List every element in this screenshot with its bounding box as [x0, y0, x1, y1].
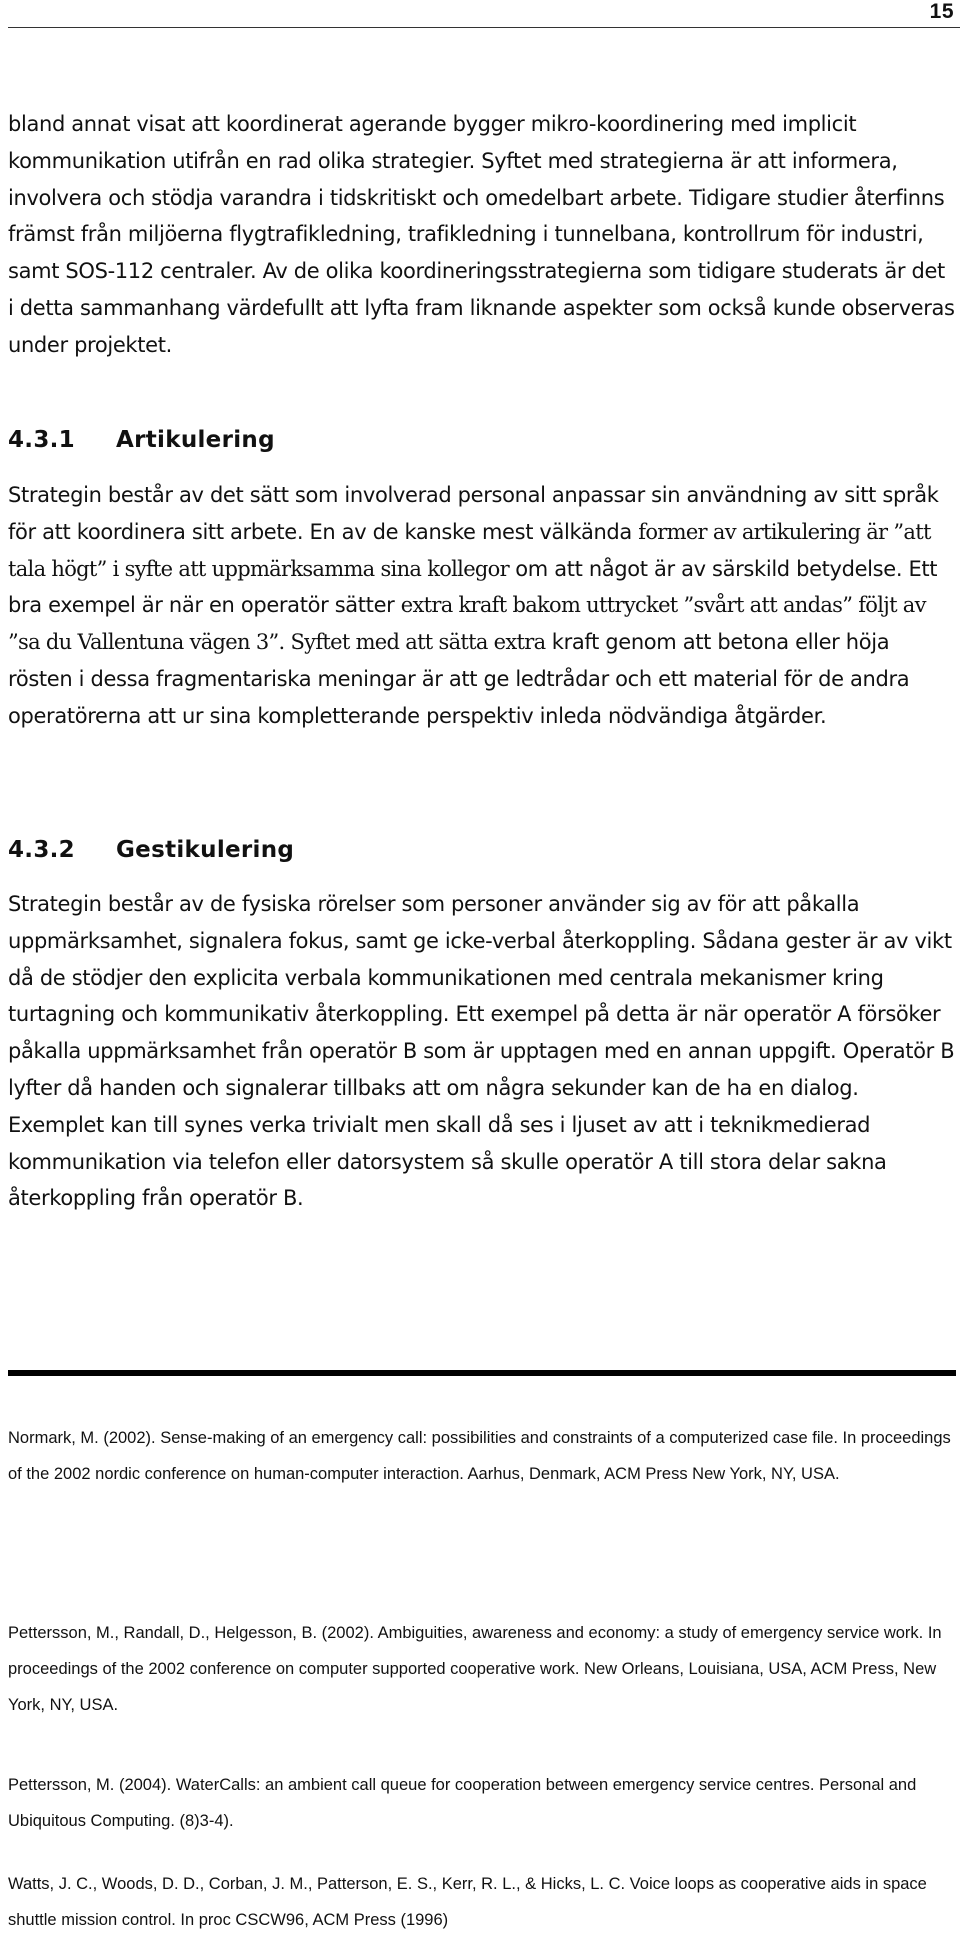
artikulering-text-c: om att något är av särskild betydelse. Ett bra exempel är när en operatör sätter [8, 556, 938, 618]
artikulering-text-e: kraft genom att betona eller höja rösten i dessa fragmentariska meningar är att ge ledtrådar och ett material för de andra operatörerna att ur sina kompletterande perspektiv inleda nödvändiga åtgärder. [8, 630, 910, 728]
artikulering-text-d: extra kraft bakom uttrycket ”svårt att andas” följt av ”sa du Vallentuna vägen 3”. Syftet med att sätta extra [8, 593, 926, 655]
gestikulering-paragraph: Strategin består av de fysiska rörelser som personer använder sig av för att påkalla uppmärksamhet, signalera fokus, samt ge icke-verbal återkoppling. Sådana gester är av vikt då de stödjer den explicita verbala kommunikationen med centrala mekanismer kring turtagning och kommunikativ återkoppling. Ett exempel på detta är när operatör A försöker påkalla uppmärksamhet från operatör B som är upptagen med en annan uppgift. Operatör B lyfter då handen och signalerar tillbaks att om några sekunder kan de ha en dialog. Exemplet kan till synes verka trivialt men skall då ses i ljuset av att i teknikmedierad kommunikation via telefon eller datorsystem så skulle operatör A till stora delar sakna återkoppling från operatör B. [8, 892, 955, 1211]
reference-watts-1996: Watts, J. C., Woods, D. D., Corban, J. M., Patterson, E. S., Kerr, R. L., & Hicks, L. C. Voice loops as cooperative aids in space shuttle mission control. In proc CSCW96, ACM Press (1996) [8, 1875, 927, 1929]
reference-normark-2002: Normark, M. (2002). Sense-making of an emergency call: possibilities and constraints of a computerized case file. In proceedings of the 2002 nordic conference on human-computer interaction. Aarhus, Denmark, ACM Press New York, NY, USA. [8, 1429, 951, 1483]
page-number: 15 [929, 0, 954, 23]
section-heading-gestikulering [8, 837, 294, 863]
page-header [8, 0, 960, 28]
section-title: Artikulering [116, 427, 275, 453]
artikulering-text-b: former av artikulering är ”att tala högt” i syfte att uppmärksamma sina kollegor [8, 519, 931, 581]
section-number: 4.3.2 [8, 837, 75, 863]
artikulering-text-a: Strategin består av det sätt som involverad personal anpassar sin användning av sitt språk för att koordinera sitt arbete. En av de kanske mest välkända [8, 483, 939, 544]
section-heading-artikulering [8, 427, 275, 453]
reference-pettersson-2002: Pettersson, M., Randall, D., Helgesson, B. (2002). Ambiguities, awareness and economy: a study of emergency service work. In proceedings of the 2002 conference on computer supported cooperative work. New Orleans, Louisiana, USA, ACM Press, New York, NY, USA. [8, 1624, 942, 1714]
artikulering-paragraph [8, 477, 956, 735]
section-number: 4.3.1 [8, 427, 75, 453]
footnote-divider [8, 1370, 956, 1376]
section-title: Gestikulering [116, 837, 295, 863]
intro-paragraph: bland annat visat att koordinerat agerande bygger mikro-koordinering med implicit kommunikation utifrån en rad olika strategier. Syftet med strategierna är att informera, involvera och stödja varandra i tidskritiskt och omedelbart arbete. Tidigare studier återfinns främst från miljöerna flygtrafikledning, trafikledning i tunnelbana, kontrollrum för industri, samt SOS-112 centraler. Av de olika koordineringsstrategierna som tidigare studerats är det i detta sammanhang värdefullt att lyfta fram liknande aspekter som också kunde observeras under projektet. [8, 112, 955, 357]
reference-pettersson-2004: Pettersson, M. (2004). WaterCalls: an ambient call queue for cooperation between emergency service centres. Personal and Ubiquitous Computing. (8)3-4). [8, 1776, 917, 1830]
